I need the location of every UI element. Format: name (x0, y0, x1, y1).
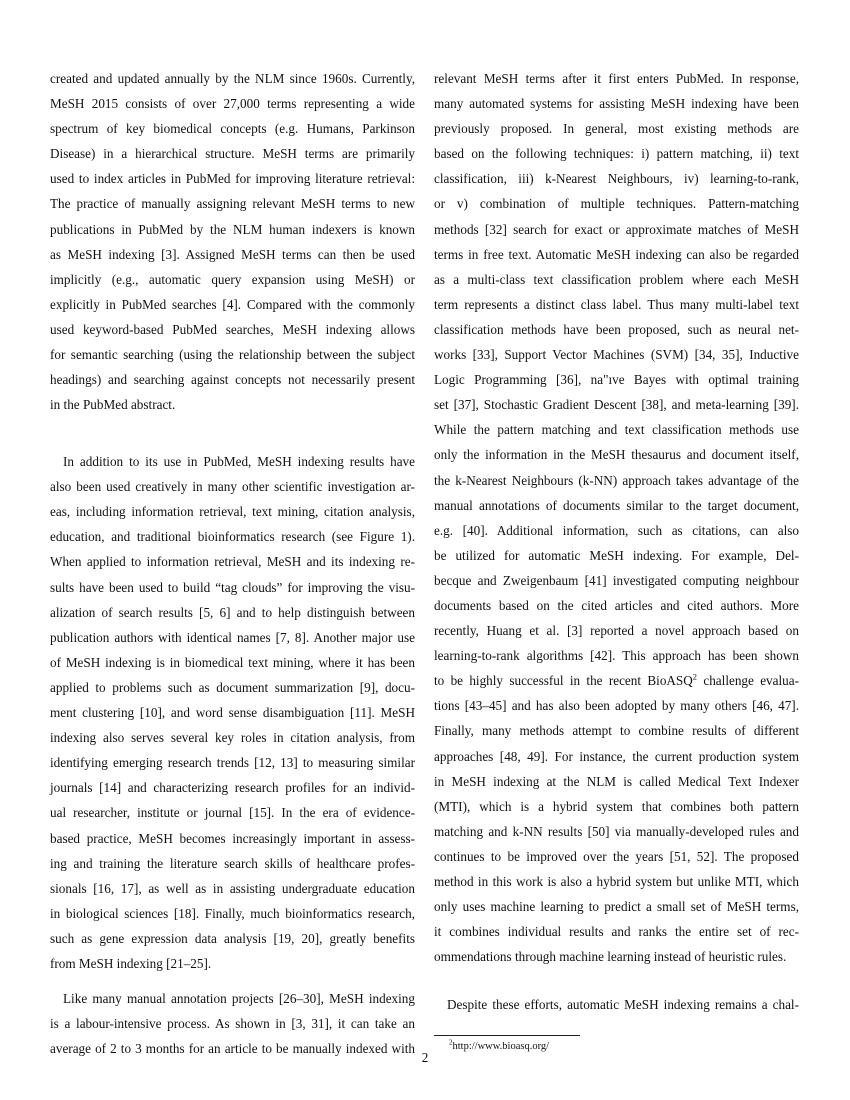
text-line: identifying emerging research trends [12, 13] to measuring similar (50, 755, 415, 771)
text-line: applied to problems such as document summarization [9], docu- (50, 679, 415, 695)
text-line: based on the following techniques: i) pattern matching, ii) text (434, 146, 799, 162)
footnote-mark: 2 (692, 671, 698, 682)
text-line: sults have been used to build “tag clouds” for improving the visu- (50, 579, 415, 595)
text-line: used to index articles in PubMed for improving literature retrieval: (50, 171, 415, 187)
text-line: as a multi-class text classification problem where each MeSH (434, 271, 799, 287)
footnote-rule (434, 1035, 580, 1036)
footnote-link[interactable]: http://www.bioasq.org/ (452, 1041, 550, 1052)
paragraph (434, 66, 799, 969)
text-line: implicitly (e.g., automatic query expansion using MeSH) or (50, 271, 415, 287)
paragraph (434, 992, 799, 1017)
text-line: previously proposed. In general, most existing methods are (434, 121, 799, 137)
text-line: the k-Nearest Neighbours (k-NN) approach takes advantage of the (434, 472, 799, 488)
text-line: explicitly in PubMed searches [4]. Compared with the commonly (50, 296, 415, 312)
text-line: publication authors with identical names [7, 8]. Another major use (50, 629, 415, 645)
left-column (50, 66, 415, 1062)
text-line: learning-to-rank algorithms [42]. This approach has been shown (434, 648, 799, 664)
text-line: only the information in the MeSH thesaurus and document itself, (434, 447, 799, 463)
text-line-start: to be highly successful in the recent BioASQ (434, 673, 693, 689)
text-line: eas, including information retrieval, text mining, citation analysis, (50, 504, 415, 520)
text-line: of MeSH indexing is in biomedical text mining, where it has been (50, 654, 415, 670)
text-line: MeSH 2015 consists of over 27,000 terms representing a wide (50, 96, 415, 112)
text-line: Finally, many methods attempt to combine results of different (434, 723, 799, 739)
text-line: it combines individual results and ranks the entire set of rec- (434, 924, 799, 940)
text-line: as MeSH indexing [3]. Assigned MeSH terms can then be used (50, 246, 415, 262)
text-line: tions [43–45] and has also been adopted by many others [46, 47]. (434, 698, 799, 714)
text-line: recently, Huang et al. [3] reported a novel approach based on (434, 623, 799, 639)
text-line: terms in free text. Automatic MeSH indexing can also be regarded (434, 246, 799, 262)
text-line: matching and k-NN results [50] via manually-developed rules and (434, 823, 799, 839)
text-line: alization of search results [5, 6] and to help distinguish between (50, 604, 415, 620)
text-line: Like many manual annotation projects [26–30], MeSH indexing (63, 991, 415, 1007)
text-line: method in this work is also a hybrid system but unlike MTI, which (434, 874, 799, 889)
text-line: classification, iii) k-Nearest Neighbours, iv) learning-to-rank, (434, 171, 799, 187)
text-line: ual researcher, institute or journal [15]. In the era of evidence- (50, 805, 415, 821)
text-line: In addition to its use in PubMed, MeSH indexing results have (63, 454, 415, 470)
text-line: spectrum of key biomedical concepts (e.g. Humans, Parkinson (50, 121, 415, 137)
text-line: from MeSH indexing [21–25]. (50, 955, 212, 971)
text-line: used keyword-based PubMed searches, MeSH indexing allows (50, 321, 415, 337)
text-line: be utilized for automatic MeSH indexing. For example, Del- (434, 547, 799, 563)
paragraph (50, 449, 415, 976)
text-line: works [33], Support Vector Machines (SVM) [34, 35], Inductive (434, 347, 799, 363)
text-line: also been used creatively in many other scientific investigation ar- (50, 479, 415, 495)
text-line: publications in PubMed by the NLM human indexers is known (50, 221, 415, 237)
text-line: indexing also serves several key roles in citation analysis, from (50, 730, 415, 746)
text-line: continues to be improved over the years [51, 52]. The proposed (434, 848, 799, 864)
text-line (434, 668, 799, 693)
right-column (434, 66, 799, 1017)
paragraph (50, 66, 415, 417)
text-line: for semantic searching (using the relationship between the subject (50, 347, 415, 363)
text-line: sionals [16, 17], as well as in assisting undergraduate education (50, 880, 415, 896)
text-line: While the pattern matching and text classification methods use (434, 422, 799, 438)
text-line: headings) and searching against concepts not necessarily present (50, 372, 415, 388)
text-line: manual annotations of documents similar to the target document, (434, 497, 799, 513)
text-line: in biological sciences [18]. Finally, much bioinformatics research, (50, 905, 415, 921)
text-line: ment clustering [10], and word sense disambiguation [11]. MeSH (50, 705, 415, 721)
text-line: ommendations through machine learning instead of heuristic rules. (434, 949, 787, 965)
text-line: is a labour-intensive process. As shown in [3, 31], it can take an (50, 1016, 415, 1032)
text-line: journals [14] and characterizing research profiles for an individ- (50, 780, 415, 796)
text-line: e.g. [40]. Additional information, such as citations, can also (434, 522, 799, 538)
text-line: (MTI), which is a hybrid system that combines both pattern (434, 798, 799, 814)
text-line: in the PubMed abstract. (50, 397, 176, 413)
text-line: set [37], Stochastic Gradient Descent [38], and meta-learning [39]. (434, 397, 799, 413)
text-line: education, and traditional bioinformatics research (see Figure 1). (50, 529, 415, 545)
text-line: documents based on the cited articles and cited authors. More (434, 597, 799, 613)
text-line: created and updated annually by the NLM since 1960s. Currently, (50, 71, 415, 86)
text-line: approaches [48, 49]. For instance, the current production system (434, 748, 799, 764)
text-line: The practice of manually assigning relevant MeSH terms to new (50, 196, 415, 212)
text-line: Despite these efforts, automatic MeSH indexing remains a chal- (447, 997, 799, 1013)
text-line: many automated systems for assisting MeSH indexing have been (434, 96, 799, 112)
text-line: in MeSH indexing at the NLM is called Medical Text Indexer (434, 773, 799, 789)
paragraph-part (434, 66, 799, 668)
text-line: term represents a distinct class label. Thus many multi-label text (434, 296, 799, 312)
text-line: When applied to information retrieval, MeSH and its indexing re- (50, 554, 415, 570)
text-line: or v) combination of multiple techniques. Pattern-matching (434, 196, 799, 212)
text-line: methods [32] search for exact or approximate matches of MeSH (434, 221, 799, 237)
text-line: only uses machine learning to predict a small set of MeSH terms, (434, 899, 799, 915)
text-line: Logic Programming [36], na"ıve Bayes with optimal training (434, 372, 799, 388)
text-line: ing and training the literature search skills of healthcare profes- (50, 855, 415, 871)
paragraph-part (434, 693, 799, 969)
text-line: average of 2 to 3 months for an article to be manually indexed with (50, 1041, 415, 1057)
text-line: based practice, MeSH becomes increasingly important in assess- (50, 830, 415, 846)
text-line: classification methods have been proposed, such as neural net- (434, 321, 799, 337)
page-number: 2 (421, 1050, 429, 1065)
text-line: Disease) in a hierarchical structure. MeSH terms are primarily (50, 146, 415, 162)
footnote-number: 2 (449, 1038, 453, 1047)
text-line-end: challenge evalua- (697, 673, 799, 689)
text-line: relevant MeSH terms after it first enters PubMed. In response, (434, 71, 799, 86)
text-line: becque and Zweigenbaum [41] investigated computing neighbour (434, 572, 799, 588)
text-line: such as gene expression data analysis [19, 20], greatly benefits (50, 930, 415, 946)
